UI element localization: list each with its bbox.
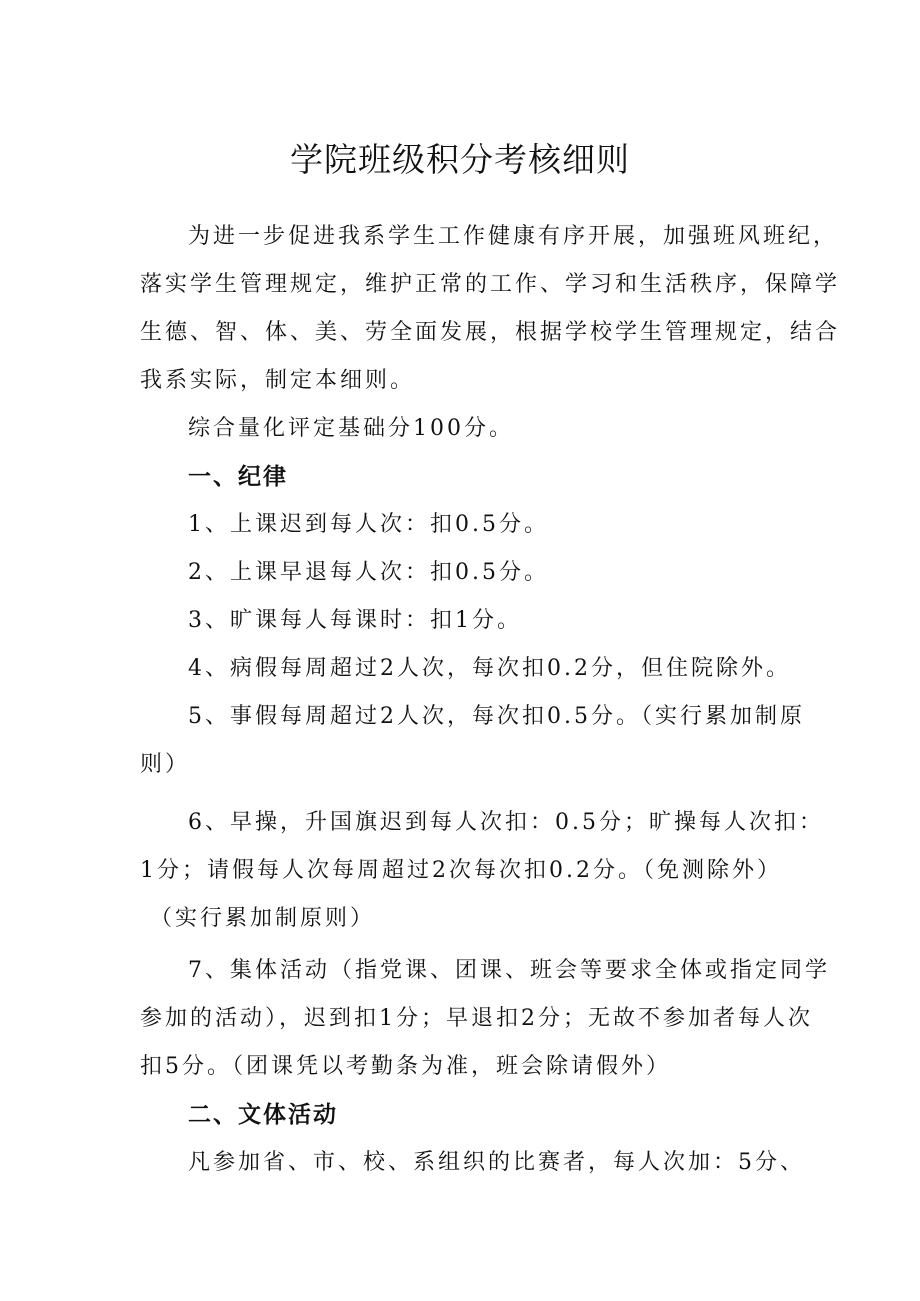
- rule-item-6-line-1: 6、早操，升国旗迟到每人次扣：0.5分；旷操每人次扣：: [188, 810, 824, 835]
- rule-item-6-line-3: （实行累加制原则）: [150, 906, 376, 931]
- rule-item-2: 2、上课早退每人次：扣0.5分。: [188, 560, 549, 585]
- section-heading-activities: 二、文体活动: [188, 1102, 338, 1128]
- intro-line-2: 落实学生管理规定，维护正常的工作、学习和生活秩序，保障学: [140, 272, 841, 297]
- rule-item-5-line-2: 则）: [140, 752, 191, 777]
- document-title: 学院班级积分考核细则: [290, 140, 630, 179]
- intro-line-1: 为进一步促进我系学生工作健康有序开展，加强班风班纪，: [188, 224, 839, 249]
- rule-item-1: 1、上课迟到每人次：扣0.5分。: [188, 512, 549, 537]
- rule-item-4: 4、病假每周超过2人次，每次扣0.2分，但住院除外。: [188, 656, 791, 681]
- rule-item-3: 3、旷课每人每课时：扣1分。: [188, 608, 522, 633]
- rule-item-7-line-3: 扣5分。（团课凭以考勤条为准，班会除请假外）: [140, 1054, 671, 1079]
- rule-item-5-line-1: 5、事假每周超过2人次，每次扣0.5分。（实行累加制原: [188, 704, 805, 729]
- intro-line-3: 生德、智、体、美、劳全面发展，根据学校学生管理规定，结合: [140, 320, 841, 345]
- rule-item-7-line-2: 参加的活动），迟到扣1分；早退扣2分；无故不参加者每人次: [140, 1006, 813, 1031]
- rule-item-7-line-1: 7、集体活动（指党课、团课、班会等要求全体或指定同学: [188, 958, 830, 983]
- intro-line-4: 我系实际，制定本细则。: [140, 368, 416, 393]
- rule-item-6-line-2: 1分；请假每人次每周超过2次每次扣0.2分。（免测除外）: [140, 858, 782, 883]
- base-score-text: 综合量化评定基础分100分。: [188, 416, 514, 441]
- activities-line-1: 凡参加省、市、校、系组织的比赛者，每人次加：5分、: [188, 1150, 805, 1175]
- section-heading-discipline: 一、纪律: [188, 464, 288, 490]
